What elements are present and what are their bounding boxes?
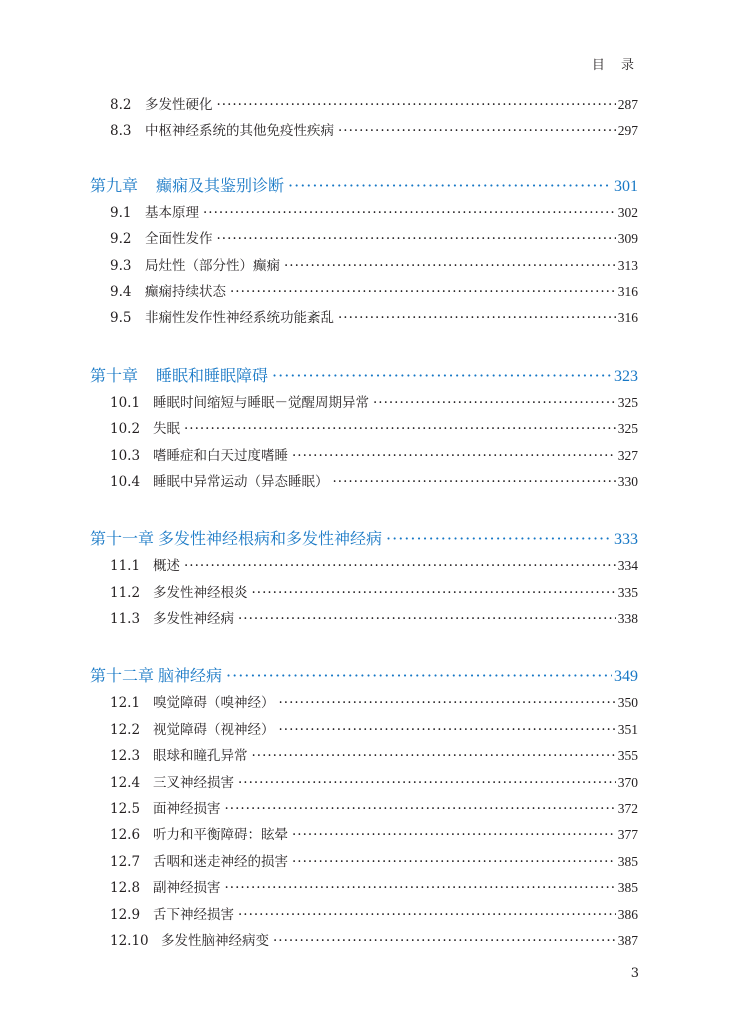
entry-number: 9.5 [110,310,132,327]
entry-page: 287 [617,97,638,112]
entry-number: 9.4 [110,283,132,300]
dot-leader [338,118,616,144]
entry-page: 385 [617,880,638,896]
toc-entry-9-4[interactable] [90,279,638,305]
entry-page: 334 [617,558,638,574]
entry-title: 癫痫持续状态 [145,283,226,300]
entry-number: 11.2 [110,584,141,601]
entry-title: 失眠 [153,421,180,438]
toc-chapter-11[interactable] [90,524,638,553]
entry-page: 387 [617,932,638,948]
toc-entry-8-2[interactable] [90,92,638,118]
toc-entry-10-4[interactable] [90,469,638,495]
toc-entry-10-1[interactable] [90,390,638,416]
entry-page: 325 [617,421,638,437]
entry-page: 350 [617,695,638,711]
entry-page: 316 [617,310,638,326]
toc-entry-10-2[interactable] [90,416,638,442]
entry-title: 全面性发作 [145,231,213,248]
entry-title: 多发性神经根炎 [153,584,248,601]
dot-leader [292,822,616,848]
entry-number: 12.6 [110,827,141,844]
toc-entry-12-2[interactable] [90,717,638,743]
entry-title: 非痫性发作性神经系统功能紊乱 [145,310,334,327]
entry-page: 338 [617,611,638,627]
dot-leader [252,743,616,769]
chapter-page: 349 [614,668,638,686]
toc-entry-9-3[interactable] [90,253,638,279]
dot-leader [279,690,616,716]
dot-leader [292,849,616,875]
toc-entry-12-8[interactable] [90,875,638,901]
entry-title: 基本原理 [145,204,199,221]
entry-title: 睡眠时间缩短与睡眠－觉醒周期异常 [153,394,369,411]
chapter-title: 癫痫及其鉴别诊断 [156,175,285,195]
chapter-title: 睡眠和睡眠障碍 [156,365,269,385]
entry-page: 309 [617,231,638,247]
entry-title: 多发性脑神经病变 [161,932,269,949]
toc-chapter-9[interactable] [90,171,638,200]
entry-page: 330 [617,473,638,489]
entry-page: 372 [617,801,638,817]
chapter-page: 333 [614,531,638,549]
entry-number: 12.9 [110,906,141,923]
chapter-title: 多发性神经根病和多发性神经病 [158,529,383,549]
dot-leader [338,305,616,331]
dot-leader [333,469,616,495]
section-header: 目 录 [591,58,640,73]
entry-number: 10.4 [110,473,141,490]
toc-entry-12-5[interactable] [90,796,638,822]
chapter-number: 第十一章 [90,529,155,549]
entry-title: 三叉神经损害 [153,774,234,791]
toc-entry-10-3[interactable] [90,443,638,469]
entry-title: 中枢神经系统的其他免疫性疾病 [145,123,334,140]
entry-title: 听力和平衡障碍：眩晕 [153,827,288,844]
dot-leader [279,717,616,743]
entry-page: 377 [617,827,638,843]
entry-title: 局灶性（部分性）癫痫 [145,257,280,274]
entry-number: 10.1 [110,394,141,411]
entry-page: 385 [617,853,638,869]
dot-leader [386,524,612,553]
page-number: 3 [630,966,639,981]
toc-entry-12-7[interactable] [90,849,638,875]
toc-entry-8-3[interactable] [90,118,638,144]
entry-title: 视觉障碍（视神经） [153,721,275,738]
entry-number: 10.3 [110,447,141,464]
entry-number: 10.2 [110,421,141,438]
entry-title: 多发性硬化 [145,97,213,113]
chapter-page: 323 [614,367,638,385]
dot-leader [273,928,616,954]
dot-leader [292,443,616,469]
dot-leader [203,200,616,226]
entry-title: 眼球和瞳孔异常 [153,748,248,765]
dot-leader [217,92,616,118]
dot-leader [272,361,612,390]
entry-title: 多发性神经病 [153,611,234,628]
toc-chapter-10[interactable] [90,361,638,390]
entry-number: 9.2 [110,231,132,248]
entry-number: 8.2 [110,97,132,113]
dot-leader [238,606,616,632]
entry-number: 11.1 [110,558,141,575]
dot-leader [288,171,612,200]
dot-leader [238,770,616,796]
toc-entry-11-3[interactable] [90,606,638,632]
entry-title: 面神经损害 [153,801,221,818]
chapter-title: 脑神经病 [158,666,223,686]
entry-number: 12.7 [110,853,141,870]
entry-number: 11.3 [110,611,141,628]
chapter-number: 第十二章 [90,666,155,686]
entry-number: 12.10 [110,932,149,949]
toc-entry-12-6[interactable] [90,822,638,848]
entry-title: 嗜睡症和白天过度嗜睡 [153,447,288,464]
table-of-contents [90,92,638,954]
dot-leader [225,796,616,822]
entry-page: 386 [617,906,638,922]
entry-title: 舌咽和迷走神经的损害 [153,853,288,870]
toc-entry-12-3[interactable] [90,743,638,769]
entry-page: 351 [617,721,638,737]
chapter-page: 301 [614,177,638,195]
entry-title: 舌下神经损害 [153,906,234,923]
entry-page: 302 [617,204,638,220]
entry-title: 睡眠中异常运动（异态睡眠） [153,473,329,490]
toc-entry-12-4[interactable] [90,770,638,796]
entry-number: 9.1 [110,204,132,221]
toc-entry-12-1[interactable] [90,690,638,716]
dot-leader [225,875,616,901]
dot-leader [284,253,616,279]
chapter-number: 第九章 [90,175,139,195]
dot-leader [184,553,616,579]
dot-leader [252,580,616,606]
entry-page: 316 [617,283,638,299]
entry-page: 355 [617,748,638,764]
dot-leader [217,226,616,252]
entry-number: 12.1 [110,695,141,712]
entry-number: 12.2 [110,721,141,738]
toc-entry-9-5[interactable] [90,305,638,331]
entry-title: 副神经损害 [153,880,221,897]
toc-entry-9-1[interactable] [90,200,638,226]
dot-leader [226,661,612,690]
entry-title: 嗅觉障碍（嗅神经） [153,695,275,712]
entry-number: 12.3 [110,748,141,765]
toc-entry-12-9[interactable] [90,902,638,928]
dot-leader [373,390,616,416]
dot-leader [230,279,616,305]
entry-number: 12.4 [110,774,141,791]
entry-page: 325 [617,394,638,410]
entry-number: 9.3 [110,257,132,274]
entry-number: 12.8 [110,880,141,897]
chapter-number: 第十章 [90,365,139,385]
toc-entry-9-2[interactable] [90,226,638,252]
entry-page: 297 [617,123,638,139]
toc-chapter-12[interactable] [90,661,638,690]
entry-page: 370 [617,774,638,790]
toc-entry-12-10[interactable] [90,928,638,954]
entry-page: 335 [617,584,638,600]
entry-page: 313 [617,257,638,273]
entry-page: 327 [617,447,638,463]
toc-entry-11-1[interactable] [90,553,638,579]
dot-leader [238,902,616,928]
entry-number: 12.5 [110,801,141,818]
toc-entry-11-2[interactable] [90,580,638,606]
entry-number: 8.3 [110,123,132,140]
dot-leader [184,416,616,442]
entry-title: 概述 [153,558,180,575]
